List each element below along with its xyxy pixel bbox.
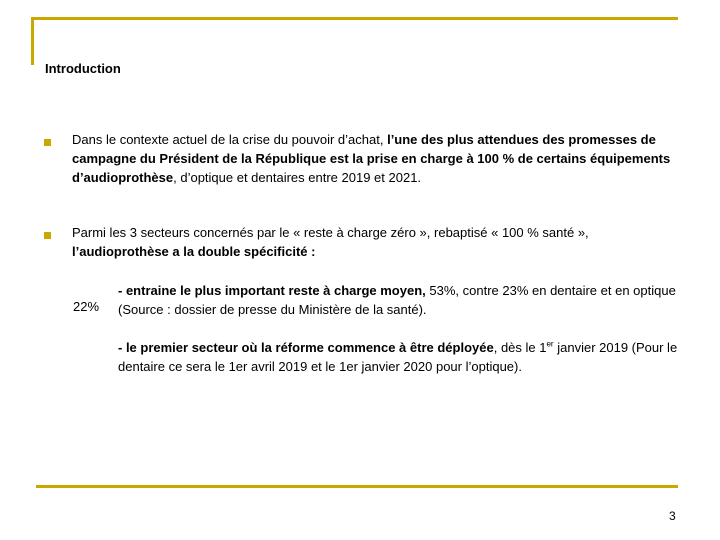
- page-number: 3: [669, 509, 676, 523]
- subpoint-2-normal-1: , dès le 1: [493, 340, 547, 355]
- slide-title: Introduction: [45, 61, 121, 76]
- bullet-square-icon: [44, 232, 51, 239]
- bullet-square-icon: [44, 139, 51, 146]
- side-percentage: 22%: [73, 299, 100, 314]
- subpoint-2-sup: er: [546, 339, 554, 349]
- bullet-text-2: [72, 223, 672, 261]
- bullet-1-normal-1: Dans le contexte actuel de la crise du pouvoir d’achat,: [72, 132, 388, 147]
- bullet-1-normal-2: , d’optique et dentaires entre 2019 et 2021.: [173, 170, 422, 185]
- bullet-1-bold: l’une des plus attendues des promesses de campagne du Président de la République est la prise en charge à 100 % de certains équipements d’audioprothèse: [72, 132, 671, 185]
- subpoint-2-bold: - le premier secteur où la réforme commence à être déployée: [118, 340, 494, 355]
- bullet-text-1: [72, 130, 672, 187]
- subpoint-1: [118, 281, 678, 319]
- bottom-rule: [36, 485, 678, 488]
- subpoint-1-normal: 53%, contre 23% en dentaire et en optique (Source : dossier de presse du Ministère de la santé).: [118, 283, 676, 317]
- subpoint-2: [118, 338, 678, 376]
- left-rule: [31, 17, 34, 65]
- bullet-2-normal-1: Parmi les 3 secteurs concernés par le « reste à charge zéro », rebaptisé « 100 % santé »,: [72, 225, 589, 240]
- bullet-2-bold: l’audioprothèse a la double spécificité :: [72, 244, 316, 259]
- subpoint-1-bold: - entraine le plus important reste à charge moyen,: [118, 283, 430, 298]
- top-rule: [31, 17, 678, 20]
- subpoint-2-normal-2: janvier 2019 (Pour le dentaire ce sera le 1er avril 2019 et le 1er janvier 2020 pour l’optique).: [118, 340, 678, 374]
